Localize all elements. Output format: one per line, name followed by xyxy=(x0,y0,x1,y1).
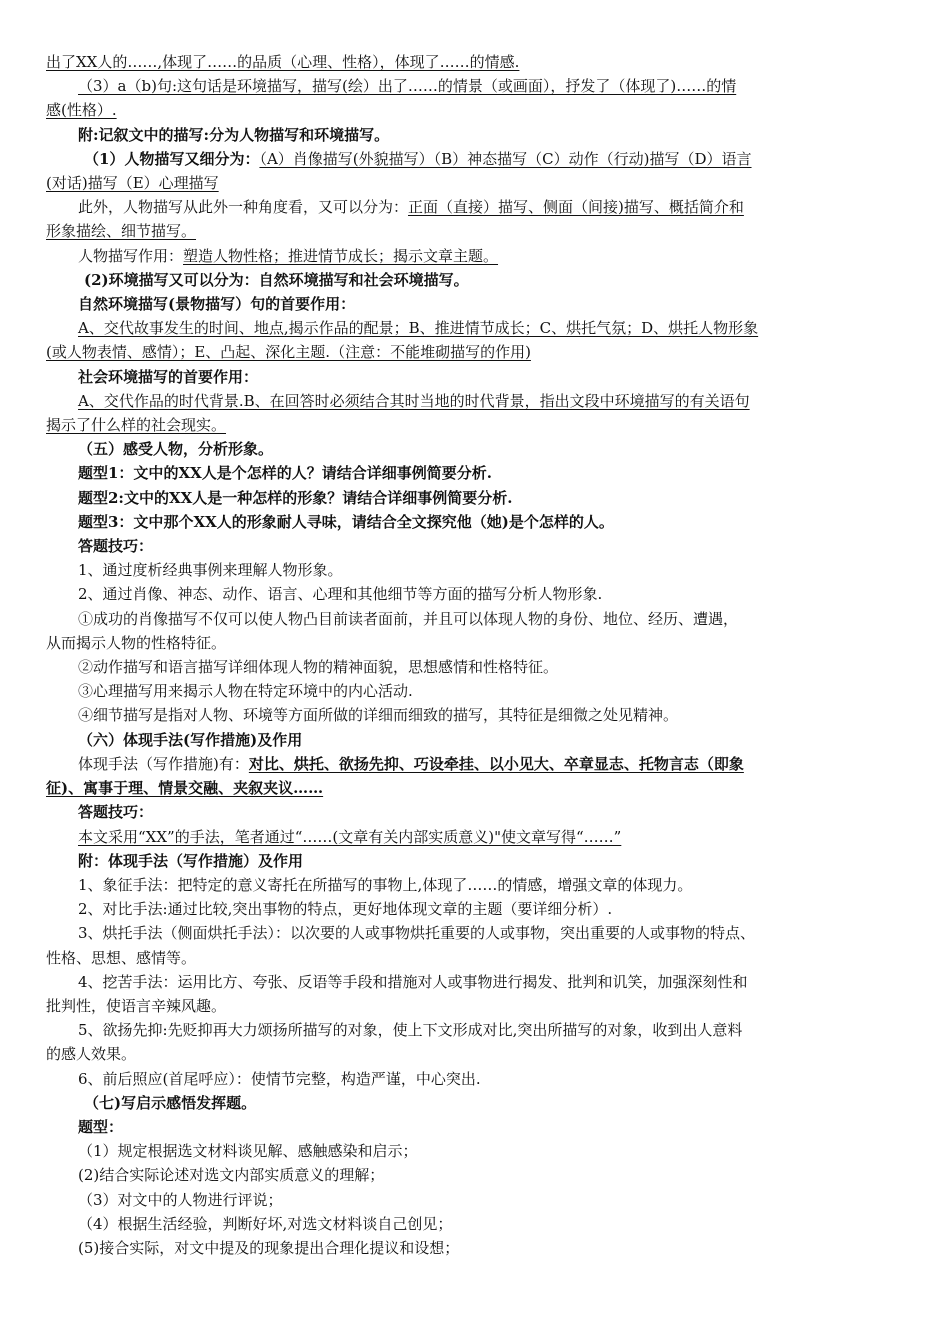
subheading: 自然环境描写(景物描写）句的首要作用： xyxy=(78,295,356,314)
text-line xyxy=(46,195,908,219)
text-line xyxy=(46,752,908,776)
text-line: 4、挖苦手法：运用比方、夸张、反语等手段和措施对人或事物进行揭发、批判和讥笑，加强深刻性和 xyxy=(78,972,748,991)
subheading: 答题技巧： xyxy=(78,537,154,556)
text-line: (对话)描写（E）心理描写 xyxy=(46,174,219,193)
text-line: 6、前后照应(首尾呼应）：使情节完整，构造严谨，中心突出. xyxy=(78,1069,481,1088)
text-line: 1、象征手法：把特定的意义寄托在所描写的事物上,体现了……的情感，增强文章的体现力。 xyxy=(78,875,693,894)
line-content: 塑造人物性格；推进情节成长；揭示文章主题。 xyxy=(183,246,499,265)
subheading: 答题技巧： xyxy=(78,803,154,822)
text-line: A、交代作品的时代背景.B、在回答时必须结合其时当地的时代背景，指出文段中环境描写的有关语句 xyxy=(78,391,750,410)
document-page xyxy=(46,50,908,1260)
text-line: ①成功的肖像描写不仅可以使人物凸目前读者面前，并且可以体现人物的身份、地位、经历、遭遇， xyxy=(78,609,739,628)
text-line: 2、对比手法:通过比较,突出事物的特点，更好地体现文章的主题（要详细分析）. xyxy=(78,900,613,919)
line-label: 人物描写作用： xyxy=(78,246,184,265)
text-line: 出了XX人的……,体现了……的品质（心理、性格），体现了……的情感. xyxy=(46,53,520,71)
question-type: 题型2:文中的XX人是一种怎样的形象？请结合详细事例简要分析. xyxy=(78,488,513,507)
section-heading: （七)写启示感悟发挥题。 xyxy=(84,1093,257,1112)
subheading: 社会环境描写的首要作用： xyxy=(78,367,259,386)
list-item: (2)结合实际论述对选文内部实质意义的理解； xyxy=(78,1166,385,1185)
question-type: 题型1：文中的XX人是个怎样的人？请结合详细事例简要分析. xyxy=(78,464,492,483)
text-line xyxy=(46,147,908,171)
text-line: （3）a（b)句:这句话是环境描写，描写(绘）出了……的情景（或画面），抒发了（体现了)……的情 xyxy=(78,77,737,96)
list-item: （1）规定根据选文材料谈见解、感触感染和启示； xyxy=(78,1142,418,1161)
text-line: (或人物表情、感情）；E、凸起、深化主题.（注意：不能堆砌描写的作用) xyxy=(46,343,531,362)
text-line xyxy=(46,244,908,268)
list-item: （4）根据生活经验，判断好坏,对选文材料谈自己创见； xyxy=(78,1214,453,1233)
subheading: 题型： xyxy=(78,1117,124,1136)
line-content: 对比、烘托、欲扬先抑、巧设牵挂、以小见大、卒章显志、托物言志（即象 xyxy=(248,754,744,773)
text-line: 感(性格）. xyxy=(46,101,117,120)
appendix-heading: 附：体现手法（写作措施）及作用 xyxy=(78,851,304,870)
line-label: 体现手法（写作措施)有： xyxy=(78,754,249,773)
text-line: 征)、寓事于理、情景交融、夹叙夹议…… xyxy=(46,779,324,798)
list-item: （3）对文中的人物进行评说； xyxy=(78,1190,283,1209)
text-line: 从而揭示人物的性格特征。 xyxy=(46,633,227,652)
text-line: 1、通过度析经典事例来理解人物形象。 xyxy=(78,561,343,580)
section-heading: （五）感受人物，分析形象。 xyxy=(78,440,274,459)
text-line: 的感人效果。 xyxy=(46,1045,137,1064)
subheading: (2)环境描写又可以分为：自然环境描写和社会环境描写。 xyxy=(84,270,469,289)
question-type: 题型3：文中那个XX人的形象耐人寻味，请结合全文探究他（她)是个怎样的人。 xyxy=(78,512,614,531)
section-heading: （六）体现手法(写作措施)及作用 xyxy=(78,730,303,749)
text-line: 3、烘托手法（侧面烘托手法）：以次要的人或事物烘托重要的人或事物，突出重要的人或事物的特点、 xyxy=(78,924,756,943)
text-line: 性格、思想、感情等。 xyxy=(46,948,197,967)
text-line: ③心理描写用来揭示人物在特定环境中的内心活动. xyxy=(78,682,413,701)
text-line: 形象描绘、细节描写。 xyxy=(46,222,197,241)
text-line: 批判性，使语言辛辣风趣。 xyxy=(46,996,227,1015)
text-line: 揭示了什么样的社会现实。 xyxy=(46,416,227,435)
text-line: 5、欲扬先抑:先贬抑再大力颂扬所描写的对象，使上下文形成对比,突出所描写的对象，收到出人意料 xyxy=(78,1021,743,1040)
text-line: 本文采用“XX”的手法，笔者通过“……(文章有关内部实质意义)"使文章写得“……” xyxy=(78,827,622,846)
text-line: ④细节描写是指对人物、环境等方面所做的详细而细致的描写，其特征是细微之处见精神。 xyxy=(78,706,679,725)
appendix-heading: 附:记叙文中的描写:分为人物描写和环境描写。 xyxy=(78,125,390,144)
text-line: ②动作描写和语言描写详细体现人物的精神面貌，思想感情和性格特征。 xyxy=(78,658,559,677)
line-content: （A）肖像描写(外貌描写）（B）神态描写（C）动作（行动)描写（D）语言 xyxy=(259,149,752,168)
line-content: 正面（直接）描写、侧面（间接)描写、概括简介和 xyxy=(408,198,744,217)
line-label: （1）人物描写又细分为： xyxy=(84,149,260,168)
text-line: A、交代故事发生的时间、地点,揭示作品的配景；B、推进情节成长；C、烘托气氛；D、烘托人物形象 xyxy=(78,319,759,338)
text-line: 2、通过肖像、神态、动作、语言、心理和其他细节等方面的描写分析人物形象. xyxy=(78,585,603,604)
line-label: 此外，人物描写从此外一种角度看，又可以分为： xyxy=(78,198,409,217)
list-item: (5)接合实际，对文中提及的现象提出合理化提议和设想； xyxy=(78,1238,460,1257)
